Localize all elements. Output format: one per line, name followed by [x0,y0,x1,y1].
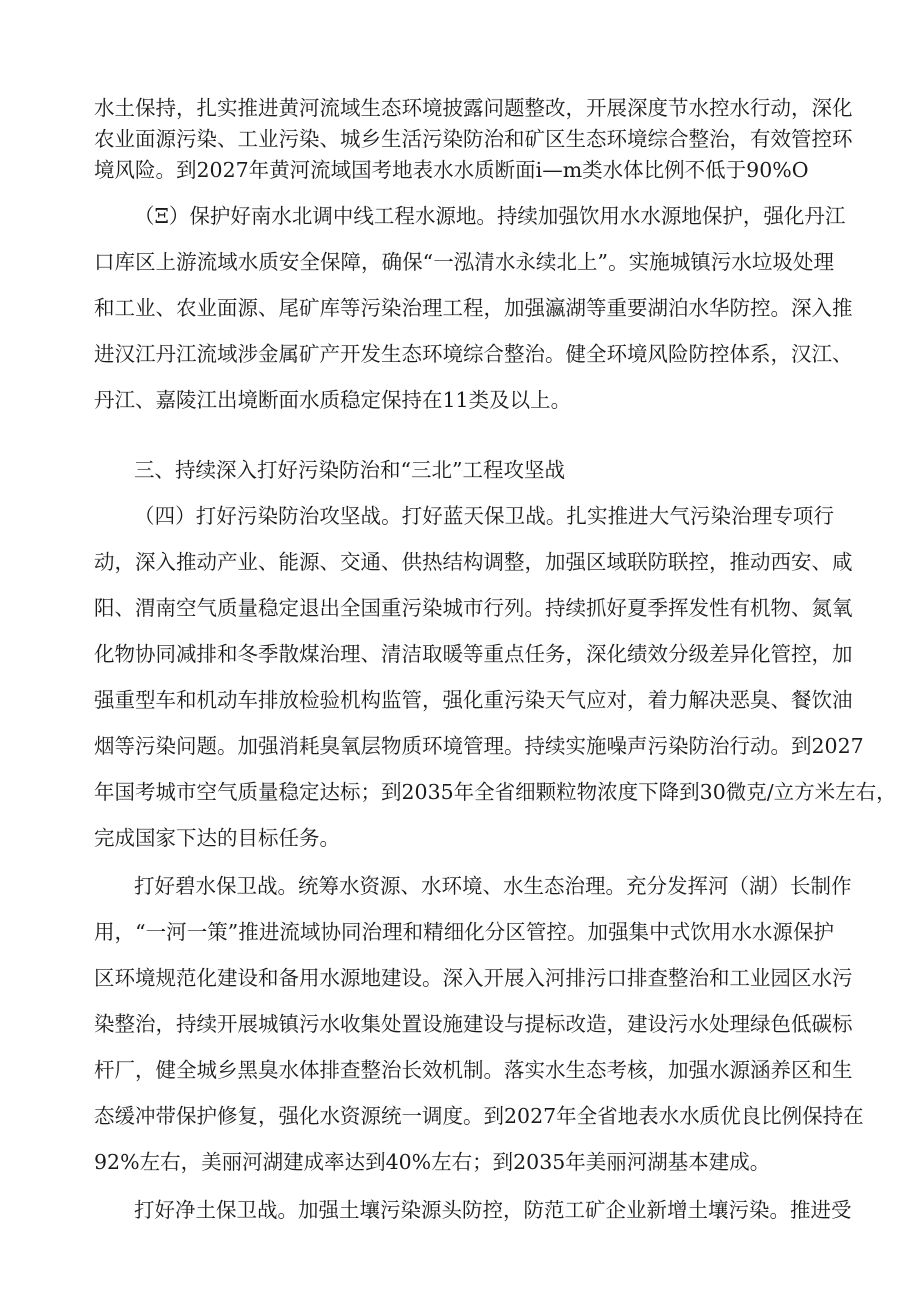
paragraph-4-line: 92%左右，美丽河湖建成率达到40%左右；到2035年美丽河湖基本建成。 [94,1150,771,1174]
paragraph-1-line: 水土保持，扎实推进黄河流域生态环境披露问题整改，开展深度节水控水行动，深化 [94,96,853,120]
paragraph-4-line: 用，“一河一策”推进流域协同治理和精细化分区管控。加强集中式饮用水水源保护 [94,920,834,944]
paragraph-2-line: 丹江、嘉陵江出境断面水质稳定保持在11类及以上。 [94,388,572,412]
paragraph-3-line: 阳、渭南空气质量稳定退出全国重污染城市行列。持续抓好夏季挥发性有机物、氮氧 [94,596,853,620]
paragraph-3-line: 强重型车和机动车排放检验机构监管，强化重污染天气应对，着力解决恶臭、餐饮油 [94,688,853,712]
paragraph-4-line: 打好碧水保卫战。统筹水资源、水环境、水生态治理。充分发挥河（湖）长制作 [134,874,852,898]
paragraph-2-line: （Ξ）保护好南水北调中线工程水源地。持续加强饮用水水源地保护，强化丹江 [134,204,846,228]
paragraph-3-line: （四）打好污染防治攻坚战。打好蓝天保卫战。扎实推进大气污染治理专项行 [134,504,834,528]
paragraph-4-line: 染整治，持续开展城镇污水收集处置设施建设与提标改造，建设污水处理绿色低碳标 [94,1012,853,1036]
paragraph-1-line: 境风险。到2027年黄河流域国考地表水水质断面i—m类水体比例不低于90%O [94,158,809,182]
paragraph-4-line: 态缓冲带保护修复，强化水资源统一调度。到2027年全省地表水水质优良比例保持在 [94,1104,864,1128]
paragraph-1-line: 农业面源污染、工业污染、城乡生活污染防治和矿区生态环境综合整治，有效管控环 [94,127,853,151]
paragraph-3-line: 年国考城市空气质量稳定达标；到2035年全省细颗粒物浓度下降到30微克/立方米左右， [94,780,897,804]
paragraph-3-line: 动，深入推动产业、能源、交通、供热结构调整，加强区域联防联控，推动西安、咸 [94,550,853,574]
paragraph-4-line: 区环境规范化建设和备用水源地建设。深入开展入河排污口排查整治和工业园区水污 [94,966,853,990]
paragraph-3-line: 烟等污染问题。加强消耗臭氧层物质环境管理。持续实施噪声污染防治行动。到2027 [94,734,864,758]
paragraph-2-line: 进汉江丹江流域涉金属矿产开发生态环境综合整治。健全环境风险防控体系，汉江、 [94,342,853,366]
paragraph-2-line: 和工业、农业面源、尾矿库等污染治理工程，加强瀛湖等重要湖泊水华防控。深入推 [94,296,853,320]
section-heading: 三、持续深入打好污染防治和“三北”工程攻坚战 [134,458,565,482]
paragraph-2-line: 口库区上游流域水质安全保障，确保“一泓清水永续北上”。实施城镇污水垃圾处理 [94,250,834,274]
paragraph-3-line: 完成国家下达的目标任务。 [94,826,340,850]
paragraph-3-line: 化物协同减排和冬季散煤治理、清洁取暖等重点任务，深化绩效分级差异化管控，加 [94,642,853,666]
paragraph-5-line: 打好净土保卫战。加强土壤污染源头防控，防范工矿企业新增土壤污染。推进受 [134,1198,852,1222]
paragraph-4-line: 杆厂，健全城乡黑臭水体排查整治长效机制。落实水生态考核，加强水源涵养区和生 [94,1058,853,1082]
